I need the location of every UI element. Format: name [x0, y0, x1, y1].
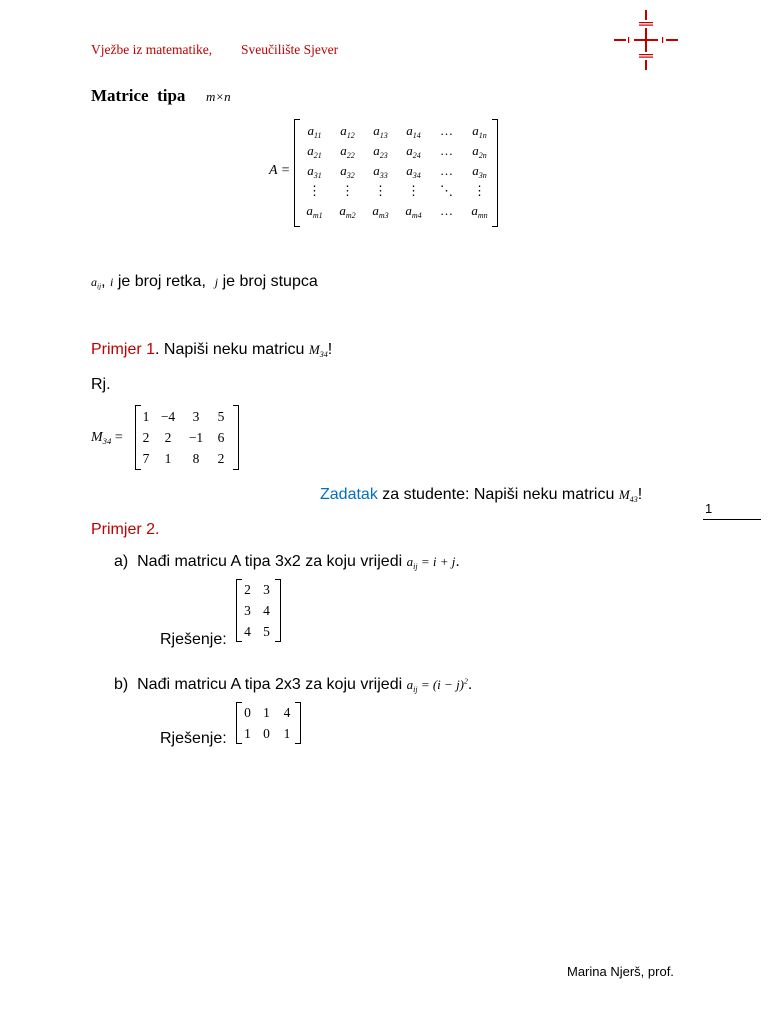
example1-line	[91, 341, 332, 359]
page-number-rule	[703, 519, 761, 520]
def-symbol-sub: ij	[97, 281, 102, 291]
example1-label: Primjer 1	[91, 341, 156, 358]
matrix-row	[139, 427, 233, 448]
footer-author: Marina Njerš, prof.	[567, 964, 674, 979]
general-matrix-row	[298, 161, 496, 181]
matrix-cell: 3	[244, 602, 251, 618]
example2b-formula-rhs: = (i − j)	[420, 677, 465, 692]
matrix-cell: −1	[188, 429, 204, 445]
general-matrix-cell: ⋮	[473, 183, 486, 198]
matrix-cell: 3	[192, 408, 200, 424]
general-matrix-cell: $a_{14}$	[406, 122, 421, 140]
example2a-matrix-table	[239, 579, 277, 642]
task-label: Zadatak	[320, 486, 378, 503]
example1-text: . Napiši neku matricu	[155, 341, 305, 358]
example1-mat-symbol: M	[308, 342, 320, 357]
def-j-text: je broj stupca	[222, 273, 318, 290]
example2b-marker: b)	[114, 676, 129, 693]
example1-matrix-table	[139, 406, 233, 469]
general-matrix-cell: ⋱	[440, 183, 453, 198]
matrix-cell: 1	[283, 725, 291, 741]
matrix-row	[239, 621, 277, 642]
general-matrix-table	[298, 121, 496, 221]
matrix-row	[239, 702, 297, 723]
example2a-end: .	[455, 553, 460, 570]
general-matrix-cell: ⋮	[308, 183, 321, 198]
matrix-row	[239, 723, 297, 744]
example2b-formula-sub: ij	[413, 684, 418, 694]
matrix-cell: 4	[244, 623, 251, 639]
matrix-row	[239, 600, 277, 621]
matrix-cell: −4	[160, 408, 176, 424]
general-matrix-cell: …	[440, 203, 453, 218]
def-symbol: a	[91, 275, 97, 289]
example1-answer-name	[91, 430, 123, 446]
matrix-row	[139, 448, 233, 469]
example2b-matrix-table	[239, 702, 297, 744]
example2b-formula-sup: 2	[464, 676, 468, 686]
definition-line	[91, 273, 318, 291]
general-matrix-cell: $a_{1n}$	[472, 122, 487, 140]
matrix-cell: 4	[283, 704, 291, 720]
general-matrix-row	[298, 121, 496, 141]
task-mat-symbol: M	[618, 487, 630, 502]
general-matrix-cell: $a_{m4}$	[405, 202, 422, 220]
matrix-cell: 3	[263, 581, 270, 597]
matrix-cell: 6	[217, 429, 225, 445]
general-matrix-cell: $a_{22}$	[340, 142, 355, 160]
def-j: j	[214, 275, 219, 289]
general-matrix-cell: $a_{24}$	[406, 142, 421, 160]
example2a-formula-sub: ij	[413, 561, 418, 571]
matrix-cell: 2	[217, 450, 225, 466]
example2b-text: Nađi matricu A tipa 2x3 za koju vrijedi	[137, 676, 403, 693]
matrix-cell: 2	[142, 429, 150, 445]
general-matrix-cell: …	[440, 143, 453, 158]
general-matrix-cell: $a_{2n}$	[472, 142, 487, 160]
general-matrix-cell: $a_{23}$	[373, 142, 388, 160]
example2-label: Primjer 2.	[91, 521, 160, 538]
university-cross-logo-icon	[614, 10, 678, 70]
general-matrix-cell: $a_{m3}$	[372, 202, 389, 220]
general-matrix-cell: ⋮	[341, 183, 354, 198]
task-line	[320, 486, 642, 504]
header-course: Vježbe iz matematike,	[91, 42, 213, 57]
example1-end: !	[327, 341, 333, 358]
def-i-text: je broj retka,	[117, 273, 206, 290]
example2a-marker: a)	[114, 553, 129, 570]
def-i: i	[110, 275, 114, 289]
example2b-end: .	[467, 676, 473, 693]
matrix-row	[239, 579, 277, 600]
matrix-cell: 2	[244, 581, 251, 597]
matrix-cell: 5	[263, 623, 270, 639]
task-end: !	[637, 486, 643, 503]
general-matrix-cell: $a_{12}$	[340, 122, 355, 140]
general-matrix-cell: $a_{21}$	[307, 142, 322, 160]
example2b-matrix	[236, 702, 301, 744]
matrix-cell: 1	[263, 704, 270, 720]
general-matrix-cell: $a_{m1}$	[306, 202, 323, 220]
general-matrix-cell: $a_{11}$	[307, 122, 322, 140]
example1-rj: Rj.	[91, 376, 111, 393]
general-matrix-cell: $a_{33}$	[373, 162, 388, 180]
general-matrix-cell: $a_{m2}$	[339, 202, 356, 220]
general-matrix-cell: $a_{13}$	[373, 122, 388, 140]
matrix-cell: 2	[164, 429, 172, 445]
def-comma: ,	[101, 273, 106, 290]
answer-sub: 34	[102, 436, 112, 447]
example2a-formula-lhs: a	[406, 554, 414, 569]
matrix-cell: 5	[217, 408, 225, 424]
general-matrix-cell: …	[440, 163, 453, 178]
example1-matrix	[135, 405, 239, 470]
example2a-text: Nađi matricu A tipa 3x2 za koju vrijedi	[137, 553, 403, 570]
matrix-cell: 8	[192, 450, 200, 466]
example2a-solution-label: Rješenje:	[160, 631, 227, 648]
general-matrix-cell: $a_{31}$	[307, 162, 322, 180]
general-matrix-row	[298, 201, 496, 221]
matrix-cell: 1	[244, 725, 251, 741]
task-text: za studente: Napiši neku matricu	[377, 486, 615, 503]
example2a-matrix	[236, 579, 281, 642]
example2b-line	[114, 676, 472, 694]
example2b-formula-lhs: a	[406, 677, 414, 692]
general-matrix-cell: $a_{mn}$	[471, 202, 488, 220]
general-matrix-row	[298, 141, 496, 161]
example2a-line	[114, 553, 460, 571]
matrix-cell: 4	[263, 602, 270, 618]
matrix-cell: 1	[164, 450, 172, 466]
general-matrix-cell: $a_{3n}$	[472, 162, 487, 180]
general-matrix-cell: $a_{34}$	[406, 162, 421, 180]
matrix-cell: 0	[263, 725, 270, 741]
example1-mat-sub: 34	[319, 349, 328, 359]
general-matrix	[294, 119, 498, 227]
general-matrix-name: A =	[269, 163, 291, 178]
answer-eq: =	[114, 430, 123, 445]
general-matrix-cell: …	[440, 123, 453, 138]
answer-symbol: M	[91, 430, 103, 445]
task-mat-sub: 43	[629, 494, 638, 504]
header-university: Sveučilište Sjever	[241, 42, 339, 57]
general-matrix-cell: ⋮	[407, 183, 420, 198]
matrix-cell: 7	[142, 450, 150, 466]
general-matrix-row	[298, 181, 496, 201]
page-number: 1	[705, 501, 713, 516]
matrix-cell: 0	[244, 704, 251, 720]
general-matrix-cell: ⋮	[374, 183, 387, 198]
matrix-row	[139, 406, 233, 427]
bracket-right	[233, 405, 239, 470]
example2a-formula-rhs: = i + j	[420, 554, 456, 569]
example2b-solution-label: Rješenje:	[160, 730, 227, 747]
matrix-cell: 1	[142, 408, 150, 424]
section-title-math: m×n	[206, 89, 231, 104]
general-matrix-cell: $a_{32}$	[340, 162, 355, 180]
section-title: Matrice tipa	[91, 86, 186, 105]
